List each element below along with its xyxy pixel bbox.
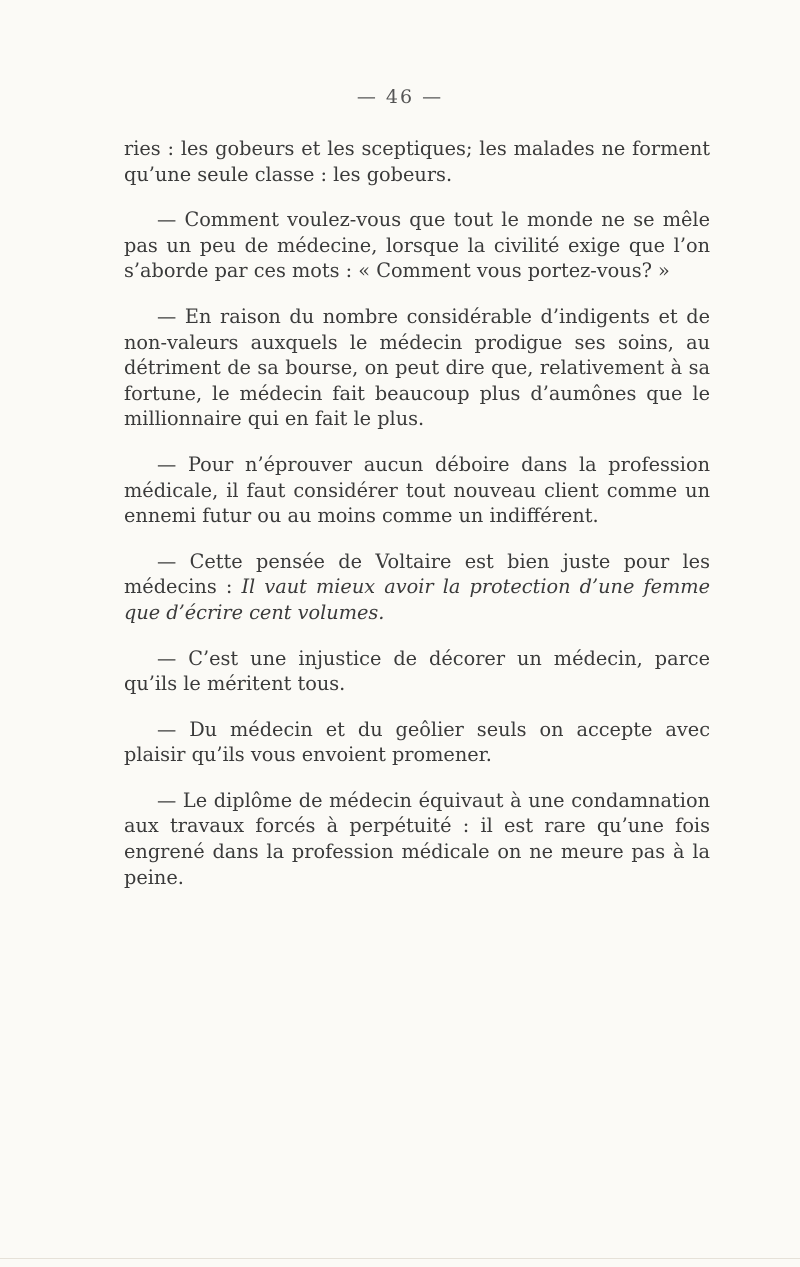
paragraph-8: — Le diplôme de médecin équivaut à une condamnation aux travaux forcés à perpétuité : il est rare qu’une fois engrené dans la profession médicale on ne meure pas à la peine. [124,788,710,889]
paragraph-2: — Comment voulez-vous que tout le monde ne se mêle pas un peu de médecine, lorsque la civilité exige que l’on s’aborde par ces mots : « Comment vous portez-vous? » [124,208,710,283]
body-text [124,136,710,910]
page-number: — 46 — [356,86,444,108]
paragraph-5 [124,549,710,626]
paragraph-7: — Du médecin et du geôlier seuls on accepte avec plaisir qu’ils vous envoient promener. [124,717,710,767]
voltaire-quote: Il vaut mieux avoir la protection d’une femme que d’écrire cent volumes. [124,575,710,624]
paragraph-5-text: — Cette pensée de Voltaire est bien juste pour les médecins : [124,549,710,599]
paragraph-4: — Pour n’éprouver aucun déboire dans la profession médicale, il faut considérer tout nouveau client comme un ennemi futur ou au moins comme un indifférent. [124,452,710,528]
paragraph-6: — C’est une injustice de décorer un médecin, parce qu’ils le méritent tous. [124,646,710,696]
page-edge [0,1258,800,1259]
paragraph-1: ries : les gobeurs et les sceptiques; les malades ne forment qu’une seule classe : les gobeurs. [124,137,710,186]
paragraph-3: — En raison du nombre considérable d’indigents et de non-valeurs auxquels le médecin prodigue ses soins, au détriment de sa bourse, on peut dire que, relativement à sa fortune, le médecin fait beaucoup plus d’aumônes que le millionnaire qui en fait le plus. [124,304,710,431]
